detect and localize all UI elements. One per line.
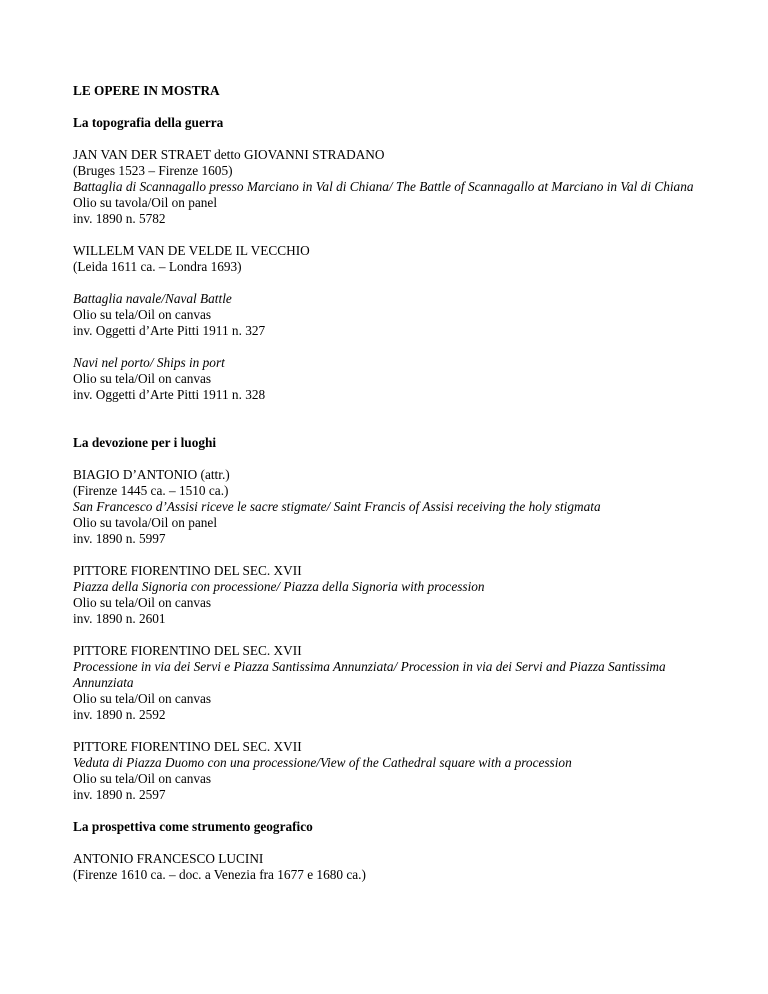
artist-name: WILLELM VAN DE VELDE IL VECCHIO (73, 243, 310, 258)
catalog-entry (73, 467, 713, 547)
inventory-number: inv. 1890 n. 2597 (73, 787, 166, 802)
artwork-medium: Olio su tela/Oil on canvas (73, 371, 212, 386)
artwork-medium: Olio su tela/Oil on canvas (73, 307, 212, 322)
artist-dates: (Bruges 1523 – Firenze 1605) (73, 163, 233, 178)
document-title: LE OPERE IN MOSTRA (73, 83, 220, 98)
artwork-medium: Olio su tela/Oil on canvas (73, 595, 212, 610)
inventory-number: inv. Oggetti d’Arte Pitti 1911 n. 327 (73, 323, 266, 338)
artwork-title: Battaglia di Scannagallo presso Marciano in Val di Chiana/ The Battle of Scannagallo at Marciano in Val di Chiana (73, 179, 694, 194)
section-title: La prospettiva come strumento geografico (73, 819, 313, 834)
inventory-number: inv. 1890 n. 5997 (73, 531, 166, 546)
section-title: La devozione per i luoghi (73, 435, 217, 450)
artist-name: PITTORE FIORENTINO DEL SEC. XVII (73, 739, 302, 754)
artist-name: PITTORE FIORENTINO DEL SEC. XVII (73, 563, 302, 578)
section-title: La topografia della guerra (73, 115, 224, 130)
artwork-title: Veduta di Piazza Duomo con una processione/View of the Cathedral square with a procession (73, 755, 572, 770)
artwork-medium: Olio su tela/Oil on canvas (73, 771, 212, 786)
section-devozione (73, 435, 713, 803)
artist-dates: (Leida 1611 ca. – Londra 1693) (73, 259, 242, 274)
artwork-title: Piazza della Signoria con processione/ Piazza della Signoria with procession (73, 579, 485, 594)
document-page (73, 83, 713, 899)
artist-name: PITTORE FIORENTINO DEL SEC. XVII (73, 643, 302, 658)
artist-name: JAN VAN DER STRAET detto GIOVANNI STRADANO (73, 147, 385, 162)
catalog-entry (73, 147, 713, 227)
artwork-medium: Olio su tavola/Oil on panel (73, 195, 218, 210)
artwork-title: Processione in via dei Servi e Piazza Santissima Annunziata/ Procession in via dei Servi and Piazza Santissima Annunziata (73, 659, 666, 690)
artist-name: BIAGIO D’ANTONIO (attr.) (73, 467, 230, 482)
artwork-title: San Francesco d’Assisi riceve le sacre stigmate/ Saint Francis of Assisi receiving the holy stigmata (73, 499, 601, 514)
artwork-title: Navi nel porto/ Ships in port (73, 355, 225, 370)
catalog-entry (73, 243, 713, 403)
artwork-title: Battaglia navale/Naval Battle (73, 291, 232, 306)
catalog-entry (73, 739, 713, 803)
inventory-number: inv. 1890 n. 5782 (73, 211, 166, 226)
inventory-number: inv. 1890 n. 2601 (73, 611, 166, 626)
inventory-number: inv. Oggetti d’Arte Pitti 1911 n. 328 (73, 387, 266, 402)
artwork-medium: Olio su tela/Oil on canvas (73, 691, 212, 706)
inventory-number: inv. 1890 n. 2592 (73, 707, 166, 722)
artwork-medium: Olio su tavola/Oil on panel (73, 515, 218, 530)
artist-name: ANTONIO FRANCESCO LUCINI (73, 851, 264, 866)
artist-dates: (Firenze 1610 ca. – doc. a Venezia fra 1677 e 1680 ca.) (73, 867, 366, 882)
catalog-entry (73, 643, 713, 723)
artist-dates: (Firenze 1445 ca. – 1510 ca.) (73, 483, 229, 498)
catalog-entry (73, 563, 713, 627)
section-prospettiva (73, 819, 713, 883)
catalog-entry (73, 851, 713, 883)
section-topografia (73, 115, 713, 403)
